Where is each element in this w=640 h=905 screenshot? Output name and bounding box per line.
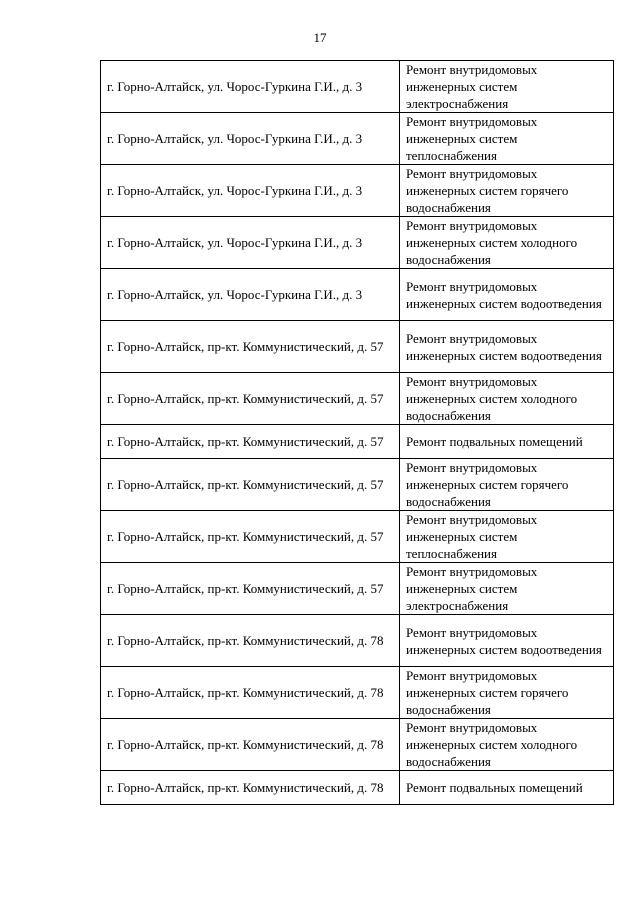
address-text: г. Горно-Алтайск, пр-кт. Коммунистический, д. 78 bbox=[107, 685, 384, 700]
address-text: г. Горно-Алтайск, ул. Чорос-Гуркина Г.И., д. 3 bbox=[107, 235, 363, 250]
table-row bbox=[101, 165, 614, 217]
work-text: Ремонт внутридомовых инженерных систем горячего водоснабжения bbox=[406, 460, 569, 509]
address-text: г. Горно-Алтайск, пр-кт. Коммунистический, д. 57 bbox=[107, 434, 384, 449]
table-row bbox=[101, 563, 614, 615]
address-text: г. Горно-Алтайск, пр-кт. Коммунистический, д. 57 bbox=[107, 529, 384, 544]
table-row bbox=[101, 425, 614, 459]
table-row bbox=[101, 771, 614, 805]
work-text: Ремонт подвальных помещений bbox=[406, 780, 583, 795]
address-cell bbox=[101, 321, 400, 373]
work-text: Ремонт внутридомовых инженерных систем теплоснабжения bbox=[406, 512, 538, 561]
work-cell bbox=[400, 61, 614, 113]
address-cell bbox=[101, 61, 400, 113]
address-text: г. Горно-Алтайск, ул. Чорос-Гуркина Г.И., д. 3 bbox=[107, 183, 363, 198]
address-text: г. Горно-Алтайск, ул. Чорос-Гуркина Г.И., д. 3 bbox=[107, 79, 363, 94]
address-cell bbox=[101, 165, 400, 217]
address-cell bbox=[101, 771, 400, 805]
work-text: Ремонт внутридомовых инженерных систем водоотведения bbox=[406, 278, 602, 311]
address-cell bbox=[101, 425, 400, 459]
work-cell bbox=[400, 511, 614, 563]
work-cell bbox=[400, 667, 614, 719]
table-row bbox=[101, 321, 614, 373]
address-cell bbox=[101, 459, 400, 511]
work-text: Ремонт внутридомовых инженерных систем водоотведения bbox=[406, 624, 602, 657]
address-text: г. Горно-Алтайск, пр-кт. Коммунистический, д. 57 bbox=[107, 477, 384, 492]
page-number: 17 bbox=[313, 30, 327, 45]
address-text: г. Горно-Алтайск, пр-кт. Коммунистический, д. 78 bbox=[107, 737, 384, 752]
address-cell bbox=[101, 113, 400, 165]
address-text: г. Горно-Алтайск, ул. Чорос-Гуркина Г.И., д. 3 bbox=[107, 131, 363, 146]
works-table-body bbox=[101, 61, 614, 805]
table-row bbox=[101, 61, 614, 113]
works-table bbox=[100, 60, 614, 805]
table-row bbox=[101, 113, 614, 165]
table-row bbox=[101, 373, 614, 425]
address-cell bbox=[101, 373, 400, 425]
work-text: Ремонт внутридомовых инженерных систем горячего водоснабжения bbox=[406, 668, 569, 717]
work-cell bbox=[400, 113, 614, 165]
address-text: г. Горно-Алтайск, пр-кт. Коммунистический, д. 57 bbox=[107, 339, 384, 354]
address-cell bbox=[101, 269, 400, 321]
address-text: г. Горно-Алтайск, ул. Чорос-Гуркина Г.И., д. 3 bbox=[107, 287, 363, 302]
work-cell bbox=[400, 563, 614, 615]
table-row bbox=[101, 459, 614, 511]
address-cell bbox=[101, 511, 400, 563]
address-text: г. Горно-Алтайск, пр-кт. Коммунистический, д. 57 bbox=[107, 391, 384, 406]
work-text: Ремонт внутридомовых инженерных систем водоотведения bbox=[406, 330, 602, 363]
work-text: Ремонт внутридомовых инженерных систем холодного водоснабжения bbox=[406, 720, 578, 769]
table-row bbox=[101, 667, 614, 719]
address-text: г. Горно-Алтайск, пр-кт. Коммунистический, д. 78 bbox=[107, 633, 384, 648]
work-cell bbox=[400, 459, 614, 511]
table-row bbox=[101, 719, 614, 771]
address-cell bbox=[101, 217, 400, 269]
address-cell bbox=[101, 563, 400, 615]
address-cell bbox=[101, 667, 400, 719]
table-row bbox=[101, 615, 614, 667]
work-text: Ремонт внутридомовых инженерных систем горячего водоснабжения bbox=[406, 166, 569, 215]
work-text: Ремонт внутридомовых инженерных систем холодного водоснабжения bbox=[406, 218, 578, 267]
table-row bbox=[101, 269, 614, 321]
work-text: Ремонт подвальных помещений bbox=[406, 434, 583, 449]
work-text: Ремонт внутридомовых инженерных систем холодного водоснабжения bbox=[406, 374, 578, 423]
work-cell bbox=[400, 615, 614, 667]
work-text: Ремонт внутридомовых инженерных систем электроснабжения bbox=[406, 62, 538, 111]
work-text: Ремонт внутридомовых инженерных систем электроснабжения bbox=[406, 564, 538, 613]
work-cell bbox=[400, 719, 614, 771]
address-text: г. Горно-Алтайск, пр-кт. Коммунистический, д. 78 bbox=[107, 780, 384, 795]
address-text: г. Горно-Алтайск, пр-кт. Коммунистический, д. 57 bbox=[107, 581, 384, 596]
work-text: Ремонт внутридомовых инженерных систем теплоснабжения bbox=[406, 114, 538, 163]
work-cell bbox=[400, 771, 614, 805]
work-cell bbox=[400, 321, 614, 373]
address-cell bbox=[101, 719, 400, 771]
work-cell bbox=[400, 165, 614, 217]
work-cell bbox=[400, 269, 614, 321]
work-cell bbox=[400, 425, 614, 459]
table-row bbox=[101, 217, 614, 269]
work-cell bbox=[400, 373, 614, 425]
table-row bbox=[101, 511, 614, 563]
address-cell bbox=[101, 615, 400, 667]
work-cell bbox=[400, 217, 614, 269]
